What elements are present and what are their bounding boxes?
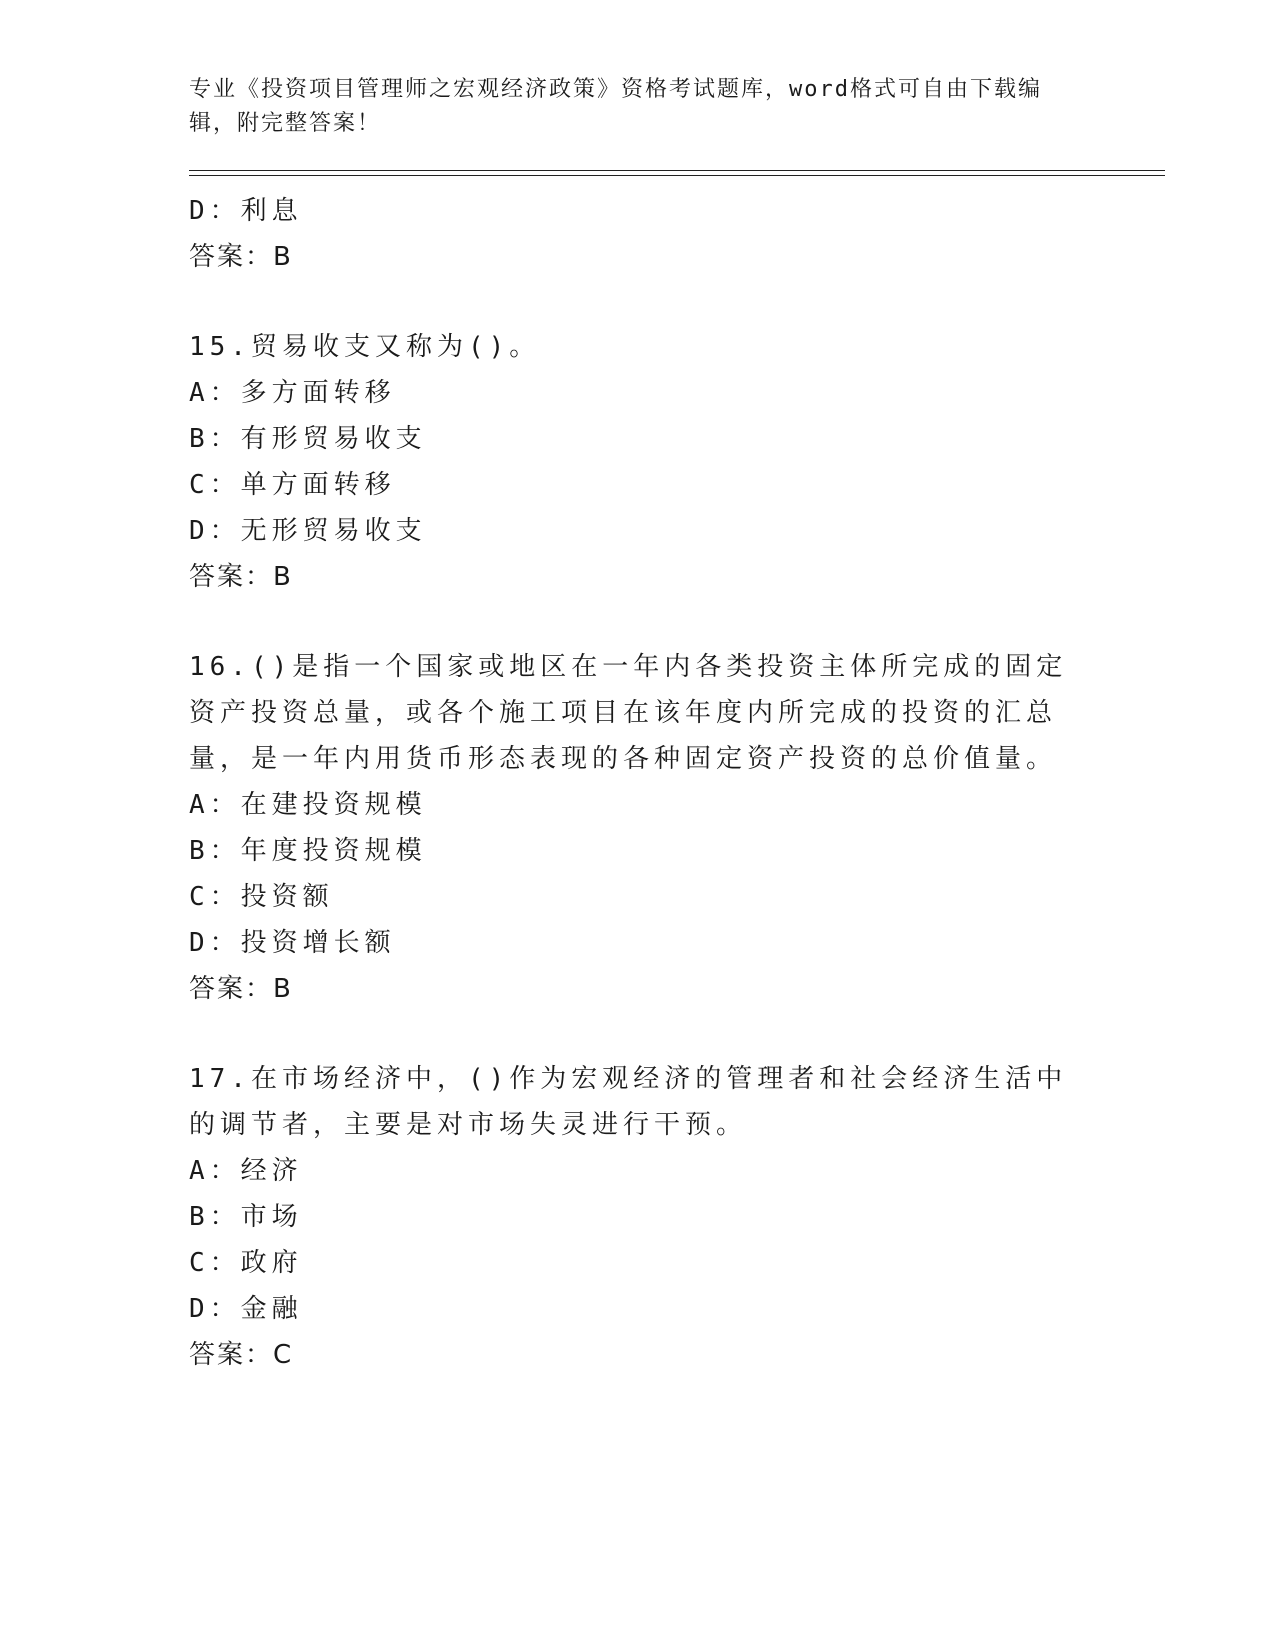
answer: 答案：C <box>189 1340 294 1370</box>
question-15 <box>189 324 1089 600</box>
question-list <box>189 188 1089 1378</box>
answer: 答案：B <box>189 562 293 592</box>
option-a: A：经济 <box>189 1156 303 1186</box>
option-b: B：有形贸易收支 <box>189 424 427 454</box>
option-c: C：单方面转移 <box>189 470 396 500</box>
option-b: B：市场 <box>189 1202 303 1232</box>
option-d: D：投资增长额 <box>189 928 396 958</box>
option-c: C：投资额 <box>189 882 334 912</box>
option-c: C：政府 <box>189 1248 303 1278</box>
option-d: D：金融 <box>189 1294 303 1324</box>
question-17 <box>189 1056 1089 1378</box>
question-stem: 17.在市场经济中，()作为宏观经济的管理者和社会经济生活中的调节者，主要是对市场失灵进行干预。 <box>189 1064 1068 1140</box>
option-b: B：年度投资规模 <box>189 836 427 866</box>
question-16 <box>189 644 1089 1012</box>
header-rule-bottom <box>189 175 1165 176</box>
answer: 答案：B <box>189 974 293 1004</box>
document-header: 专业《投资项目管理师之宏观经济政策》资格考试题库，word格式可自由下载编辑，附完整答案！ <box>189 77 1042 136</box>
prev-answer: 答案：B <box>189 242 293 272</box>
option-a: A：多方面转移 <box>189 378 396 408</box>
question-stem: 15.贸易收支又称为()。 <box>189 332 541 362</box>
option-d: D：无形贸易收支 <box>189 516 427 546</box>
option-a: A：在建投资规模 <box>189 790 427 820</box>
question-stem: 16.()是指一个国家或地区在一年内各类投资主体所完成的固定资产投资总量，或各个施工项目在该年度内所完成的投资的汇总量，是一年内用货币形态表现的各种固定资产投资的总价值量。 <box>189 652 1068 774</box>
prev-option-d: D：利息 <box>189 196 303 226</box>
header-rule-top <box>189 170 1165 171</box>
